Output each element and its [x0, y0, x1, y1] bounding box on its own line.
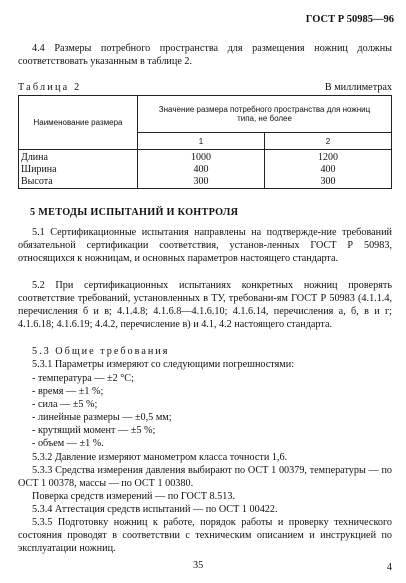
table-cell: 1200: [317, 152, 338, 163]
list-item: - линейные размеры — ±0,5 мм;: [32, 412, 172, 423]
table-cell: 400: [320, 164, 336, 175]
table-cell: 300: [193, 176, 209, 187]
table-cell: 300: [320, 176, 336, 187]
list-item: - температура — ±2 °С;: [32, 373, 134, 384]
paragraph-5-2: 5.2 При сертификационных испытаниях конкретных ножниц проверять соответствие требований, установленных в ТУ, требовани-ям ГОСТ Р 50983 (4.1.1.4, перечисления б и в; 4.1.4.8; 4.1.6.8—4.1.6.10; 4.1.6.14, перечисления а, б, в и г; 4.1.6.18; 4.1.6.19; 4.4.2, перечисление в) и 4.1, 4.2 настоящего стандарта.: [18, 280, 392, 330]
paragraph-5-3: [32, 345, 169, 358]
paragraph-5-3-4: 5.3.4 Аттестация средств испытаний — по ОСТ 1 00422.: [32, 504, 278, 515]
group-header: Значение размера потребного пространства для ножниц типа, не более: [138, 96, 392, 133]
paragraph-4-4: 4.4 Размеры потребного пространства для размещения ножниц должны соответствовать указанным в таблице 2.: [18, 43, 392, 67]
type-2-header: 2: [264, 133, 391, 150]
row-name: Ширина: [21, 164, 57, 175]
row-name: Длина: [21, 152, 48, 163]
col-name-header: Наименование размера: [19, 96, 138, 150]
type-1-values-cell: [138, 150, 265, 189]
general-requirements-heading: 5.3 Общие требования: [32, 346, 170, 357]
table-unit: В миллиметрах: [324, 82, 392, 93]
table-cell: 1000: [190, 152, 211, 163]
type-1-header: 1: [138, 133, 265, 150]
list-item: - сила — ±5 %;: [32, 399, 98, 410]
list-item: - объем — ±1 %.: [32, 438, 104, 449]
dimensions-table: [18, 95, 392, 189]
paragraph-5-1: 5.1 Сертификационные испытания направлены на подтвержде-ние требований обязательной сертификации соответствия, установ-ленных ГОСТ Р 50983, относящихся к ножницам, и основных параметров настоящего стандарта.: [18, 227, 392, 264]
row-names-cell: [19, 150, 138, 189]
list-item: - время — ±1 %;: [32, 386, 104, 397]
page-number-right: 4: [386, 562, 392, 573]
paragraph-5-3-5: 5.3.5 Подготовку ножниц к работе, порядок работы и проверку технического состояния проводят в соответствии с техническим описанием и инструкцией по эксплуатации ножниц.: [18, 517, 392, 554]
list-item: - крутящий момент — ±5 %;: [32, 425, 156, 436]
paragraph-5-3-2: 5.3.2 Давление измеряют манометром класса точности 1,6.: [32, 452, 288, 463]
table-cell: 400: [193, 164, 209, 175]
document-code-header: ГОСТ Р 50985—96: [305, 14, 394, 25]
paragraph-5-3-3: 5.3.3 Средства измерения давления выбирают по ОСТ 1 00379, температуры — по ОСТ 1 00378, массы — по ОСТ 1 00380.: [18, 465, 392, 489]
paragraph-verification: Поверка средств измерений — по ГОСТ 8.513.: [32, 491, 235, 502]
section-title: 5 МЕТОДЫ ИСПЫТАНИЙ И КОНТРОЛЯ: [30, 207, 239, 218]
type-2-values-cell: [264, 150, 391, 189]
table-caption: Таблица 2: [18, 82, 82, 93]
row-name: Высота: [21, 176, 53, 187]
page-number-center: 35: [193, 560, 204, 571]
paragraph-5-3-1: 5.3.1 Параметры измеряют со следующими погрешностями:: [32, 359, 295, 370]
